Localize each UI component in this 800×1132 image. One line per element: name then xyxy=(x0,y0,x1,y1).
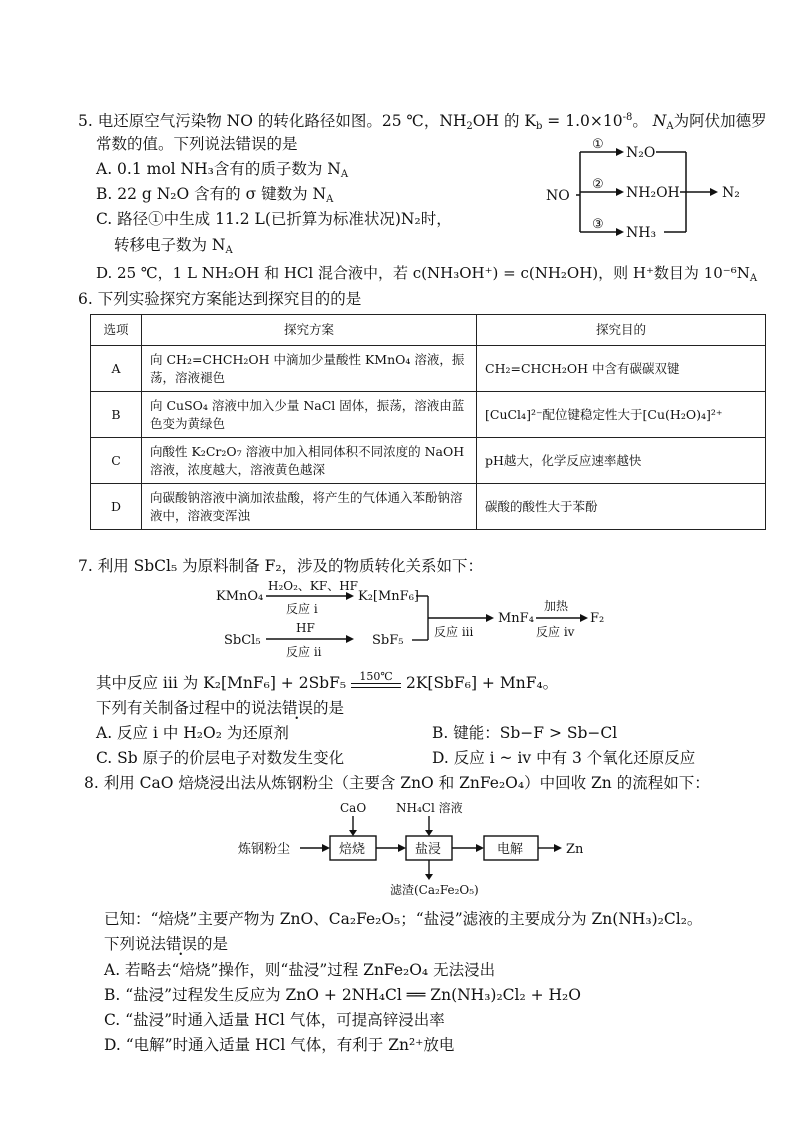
na-sub: A xyxy=(666,121,674,132)
product-n2: N₂ xyxy=(722,185,740,201)
na-sub: A xyxy=(225,245,233,256)
na-sub: A xyxy=(326,194,334,205)
q8-stem: 8. 利用 CaO 焙烧浸出法从炼钢粉尘（主要含 ZnO 和 ZnFe₂O₄）中回收 Zn 的流程如下： xyxy=(84,774,710,792)
flow-reagent2: NH₄Cl 溶液 xyxy=(396,801,463,815)
table-row[interactable] xyxy=(91,484,766,530)
q8-option-a[interactable]: A. 若略去“焙烧”操作，则“盐浸”过程 ZnFe₂O₄ 无法浸出 xyxy=(104,961,496,979)
q5-stem-line1 xyxy=(78,108,767,137)
q8-question-b: 的是 xyxy=(197,935,229,953)
scheme-f2: F₂ xyxy=(590,611,605,626)
flow-step1: 焙烧 xyxy=(339,842,366,857)
rxn3-right: 2K[SbF₆] + MnF₄。 xyxy=(405,674,559,692)
flow-input: 炼钢粉尘 xyxy=(238,842,291,857)
q8-flow-diagram xyxy=(238,800,598,896)
q8-emphasis: 错误 xyxy=(166,935,198,953)
row-plan: 向 CuSO₄ 溶液中加入少量 NaCl 固体，振荡，溶液由蓝色变为黄绿色 xyxy=(142,392,477,438)
row-plan: 向酸性 K₂Cr₂O₇ 溶液中加入相同体积不同浓度的 NaOH 溶液，浓度越大，溶液黄色越深 xyxy=(142,438,477,484)
flow-output: Zn xyxy=(566,842,584,857)
q6-table xyxy=(90,314,766,530)
product-nh2oh: NH₂OH xyxy=(626,185,680,201)
q8-option-d[interactable]: D. “电解”时通入适量 HCl 气体，有利于 Zn²⁺放电 xyxy=(104,1036,455,1054)
scheme-r2-bottom: 反应 ii xyxy=(286,645,322,659)
q5-option-c-cont xyxy=(114,235,233,261)
na-symbol: N xyxy=(652,112,667,130)
q5-sub: 2 xyxy=(466,121,473,132)
q5-text: = 1.0×10 xyxy=(542,112,623,130)
table-row[interactable] xyxy=(91,346,766,392)
q5-opt-text: B. 22 g N₂O 含有的 σ 键数为 N xyxy=(96,185,327,203)
flow-residue: 滤渣(Ca₂Fe₂O₅) xyxy=(390,883,479,896)
scheme-r4-bottom: 反应 iv xyxy=(536,625,575,639)
row-goal: CH₂=CHCH₂OH 中含有碳碳双键 xyxy=(477,346,766,392)
q7-option-a[interactable]: A. 反应 i 中 H₂O₂ 为还原剂 xyxy=(96,724,289,742)
row-option: D xyxy=(91,484,142,530)
q7-question-a: 下列有关制备过程中的说法 xyxy=(96,699,283,717)
row-plan: 向碳酸钠溶液中滴加浓盐酸，将产生的气体通入苯酚钠溶液中，溶液变浑浊 xyxy=(142,484,477,530)
rxn3-arrow xyxy=(351,670,401,688)
scheme-r1-bottom: 反应 i xyxy=(286,602,318,616)
flow-step3: 电解 xyxy=(497,842,524,857)
q5-opt-text: D. 25 ℃，1 L NH₂OH 和 HCl 混合液中，若 c(NH₃OH⁺) = c(NH₂OH)，则 H⁺数目为 10⁻⁶N xyxy=(96,264,750,282)
na-sub: A xyxy=(340,169,349,180)
path3-label: ③ xyxy=(592,217,604,232)
q7-question xyxy=(96,698,344,718)
header-plan: 探究方案 xyxy=(142,315,477,346)
header-option: 选项 xyxy=(91,315,142,346)
product-n2o: N₂O xyxy=(626,145,656,161)
q7-question-b: 的是 xyxy=(313,699,345,717)
q5-option-c[interactable]: C. 路径①中生成 11.2 L(已折算为标准状况)N₂时， xyxy=(96,210,452,228)
scheme-mnf4: MnF₄ xyxy=(498,611,534,626)
scheme-sbf5: SbF₅ xyxy=(372,633,404,648)
diagram-no: NO xyxy=(546,188,570,204)
path2-label: ② xyxy=(592,177,604,192)
row-goal: [CuCl₄]²⁻配位键稳定性大于[Cu(H₂O)₄]²⁺ xyxy=(477,392,766,438)
table-row[interactable] xyxy=(91,392,766,438)
q5-text: 为阿伏加德罗 xyxy=(673,112,767,130)
row-goal: pH越大，化学反应速率越快 xyxy=(477,438,766,484)
flow-reagent1: CaO xyxy=(340,801,367,815)
q7-emphasis: 错误 xyxy=(282,699,314,717)
q6-stem: 6. 下列实验探究方案能达到探究目的的是 xyxy=(78,290,362,308)
row-goal: 碳酸的酸性大于苯酚 xyxy=(477,484,766,530)
q5-option-d[interactable] xyxy=(96,263,757,289)
header-goal: 探究目的 xyxy=(477,315,766,346)
scheme-r2-top: HF xyxy=(296,621,315,635)
table-row[interactable] xyxy=(91,438,766,484)
q7-scheme xyxy=(210,578,610,664)
q8-option-c[interactable]: C. “盐浸”时通入适量 HCl 气体，可提高锌浸出率 xyxy=(104,1011,445,1029)
scheme-k2mnf6: K₂[MnF₆] xyxy=(358,589,419,604)
q5-conversion-diagram xyxy=(540,138,770,242)
product-nh3: NH₃ xyxy=(626,225,657,241)
q7-option-d[interactable]: D. 反应 i ~ iv 中有 3 个氧化还原反应 xyxy=(432,749,696,767)
q8-question-a: 下列说法 xyxy=(104,935,167,953)
q5-opt-text: A. 0.1 mol NH₃含有的质子数为 N xyxy=(96,160,341,178)
scheme-kmno4: KMnO₄ xyxy=(216,589,264,604)
rxn3-left: 其中反应 iii 为 K₂[MnF₆] + 2SbF₅ xyxy=(96,674,347,692)
q5-stem-line2: 常数的值。下列说法错误的是 xyxy=(96,135,298,153)
q7-reaction-iii xyxy=(96,670,559,693)
scheme-r4-top: 加热 xyxy=(544,599,569,613)
q8-question xyxy=(104,934,228,954)
q5-option-b[interactable] xyxy=(96,184,333,210)
q8-known: 已知：“焙烧”主要产物为 ZnO、Ca₂Fe₂O₅；“盐浸”滤液的主要成分为 Zn(NH₃)₂Cl₂。 xyxy=(104,910,703,928)
row-option: C xyxy=(91,438,142,484)
q5-sub-b: b xyxy=(535,121,543,132)
q7-option-c[interactable]: C. Sb 原子的价层电子对数发生变化 xyxy=(96,749,345,767)
path1-label: ① xyxy=(592,138,604,152)
row-option: A xyxy=(91,346,142,392)
row-option: B xyxy=(91,392,142,438)
q7-option-b[interactable]: B. 键能：Sb−F > Sb−Cl xyxy=(432,724,618,742)
na-sub: A xyxy=(749,273,758,284)
rxn3-condition: 150℃ xyxy=(359,670,393,683)
q5-text: 5. 电还原空气污染物 NO 的转化路径如图。25 ℃，NH xyxy=(78,112,467,130)
scheme-r3-bottom: 反应 iii xyxy=(434,625,474,639)
scheme-sbcl5: SbCl₅ xyxy=(224,633,261,648)
q7-stem: 7. 利用 SbCl₅ 为原料制备 F₂，涉及的物质转化关系如下： xyxy=(78,557,484,575)
flow-step2: 盐浸 xyxy=(415,842,442,857)
row-plan: 向 CH₂=CHCH₂OH 中滴加少量酸性 KMnO₄ 溶液，振荡，溶液褪色 xyxy=(142,346,477,392)
q5-text: OH 的 K xyxy=(472,112,536,130)
table-header-row xyxy=(91,315,766,346)
q5-text: 。 xyxy=(632,112,648,130)
q5-opt-text: 转移电子数为 N xyxy=(114,236,226,254)
q5-sup: -8 xyxy=(622,112,633,123)
scheme-r1-top: H₂O₂、KF、HF xyxy=(268,579,359,593)
q8-option-b[interactable]: B. “盐浸”过程发生反应为 ZnO + 2NH₄Cl ══ Zn(NH₃)₂Cl₂ + H₂O xyxy=(104,986,581,1004)
q5-option-a[interactable] xyxy=(96,159,348,185)
